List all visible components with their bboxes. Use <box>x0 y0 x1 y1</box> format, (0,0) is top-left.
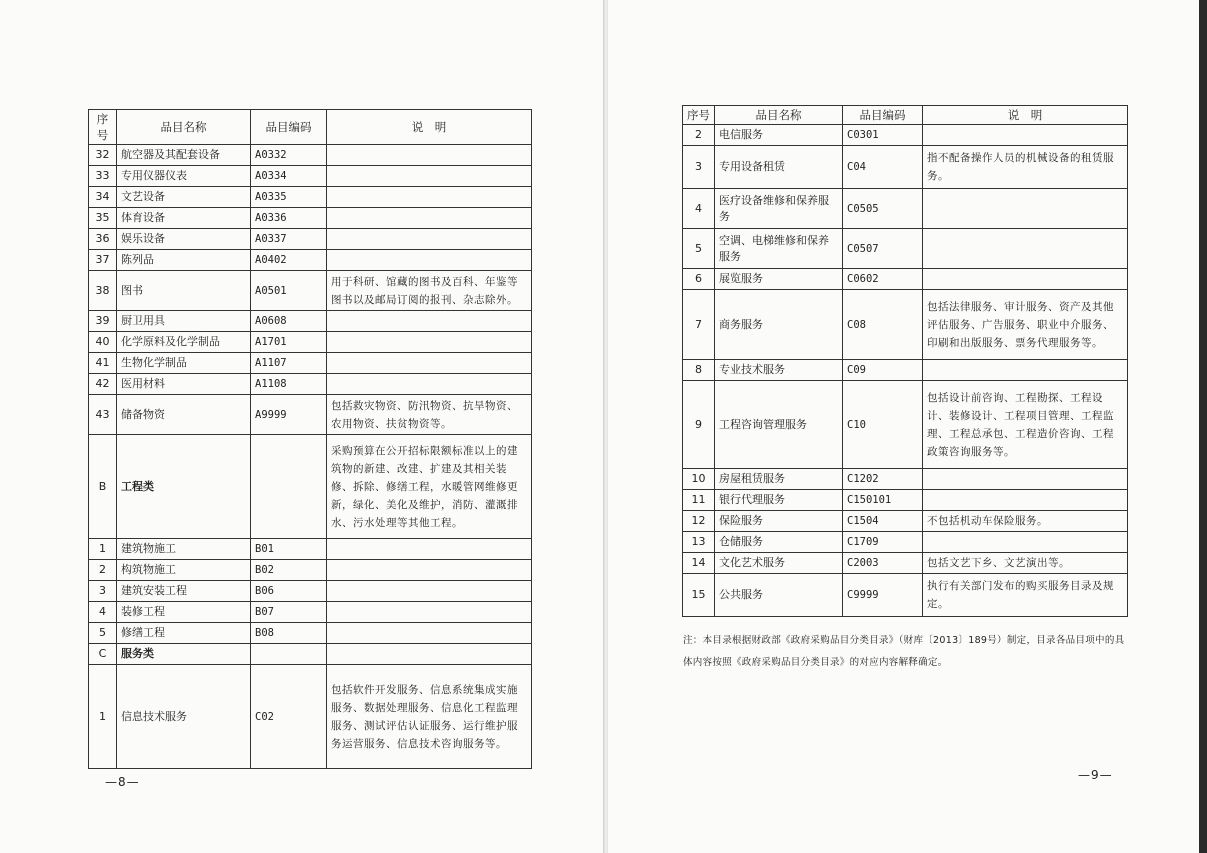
cell-note <box>923 469 1128 490</box>
cell-code: B01 <box>251 539 327 560</box>
cell-name: 医疗设备维修和保养服务 <box>715 189 843 229</box>
table-row <box>683 269 1128 290</box>
table-row <box>89 332 532 353</box>
table-row <box>89 623 532 644</box>
cell-note <box>327 539 532 560</box>
cell-seq: 2 <box>89 560 117 581</box>
cell-name: 陈列品 <box>117 250 251 271</box>
cell-seq: 34 <box>89 187 117 208</box>
cell-code: A0332 <box>251 145 327 166</box>
cell-name: 装修工程 <box>117 602 251 623</box>
cell-name: 图书 <box>117 271 251 311</box>
cell-note <box>327 208 532 229</box>
cell-seq: 13 <box>683 532 715 553</box>
cell-seq: 10 <box>683 469 715 490</box>
cell-name: 公共服务 <box>715 574 843 617</box>
cell-note <box>327 581 532 602</box>
cell-note <box>327 250 532 271</box>
cell-name: 生物化学制品 <box>117 353 251 374</box>
header-code: 品目编码 <box>843 106 923 125</box>
cell-code: C09 <box>843 360 923 381</box>
table-row <box>89 374 532 395</box>
cell-note <box>327 644 532 665</box>
table-row <box>683 490 1128 511</box>
cell-code: C1202 <box>843 469 923 490</box>
table-row <box>89 665 532 769</box>
cell-seq: 36 <box>89 229 117 250</box>
cell-name: 航空器及其配套设备 <box>117 145 251 166</box>
table-row <box>683 532 1128 553</box>
cell-code: B02 <box>251 560 327 581</box>
page-number-left: —8— <box>105 775 140 789</box>
table-row <box>683 553 1128 574</box>
table-row <box>89 166 532 187</box>
cell-note <box>923 189 1128 229</box>
cell-seq: 2 <box>683 125 715 146</box>
cell-note: 包括文艺下乡、文艺演出等。 <box>923 553 1128 574</box>
cell-name: 构筑物施工 <box>117 560 251 581</box>
cell-code: A0402 <box>251 250 327 271</box>
cell-note: 包括救灾物资、防汛物资、抗旱物资、农用物资、扶贫物资等。 <box>327 395 532 435</box>
table-row <box>683 574 1128 617</box>
cell-note <box>327 229 532 250</box>
table-row <box>683 229 1128 269</box>
cell-seq: 14 <box>683 553 715 574</box>
cell-name: 保险服务 <box>715 511 843 532</box>
cell-seq: 8 <box>683 360 715 381</box>
cell-note <box>923 360 1128 381</box>
cell-code: B06 <box>251 581 327 602</box>
cell-name: 厨卫用具 <box>117 311 251 332</box>
cell-name: 专用仪器仪表 <box>117 166 251 187</box>
table-row <box>683 469 1128 490</box>
cell-seq: 5 <box>89 623 117 644</box>
table-row <box>89 602 532 623</box>
cell-code <box>251 644 327 665</box>
cell-seq: 40 <box>89 332 117 353</box>
cell-note <box>923 125 1128 146</box>
cell-seq: 37 <box>89 250 117 271</box>
cell-seq: 39 <box>89 311 117 332</box>
table-row <box>89 581 532 602</box>
table-row <box>683 511 1128 532</box>
cell-seq: 12 <box>683 511 715 532</box>
cell-note <box>327 374 532 395</box>
cell-code: C02 <box>251 665 327 769</box>
table-row <box>89 187 532 208</box>
header-seq: 序号 <box>89 110 117 145</box>
category-row <box>89 644 532 665</box>
cell-name: 储备物资 <box>117 395 251 435</box>
cell-seq: 9 <box>683 381 715 469</box>
table-row <box>89 311 532 332</box>
cell-name: 体育设备 <box>117 208 251 229</box>
header-name: 品目名称 <box>117 110 251 145</box>
cell-code: A1107 <box>251 353 327 374</box>
header-seq: 序号 <box>683 106 715 125</box>
table-row <box>89 229 532 250</box>
cell-note <box>327 187 532 208</box>
cell-seq: 3 <box>683 146 715 189</box>
cell-name: 专用设备租赁 <box>715 146 843 189</box>
page-number-right: —9— <box>1078 768 1113 782</box>
table-row <box>89 250 532 271</box>
cell-seq: B <box>89 435 117 539</box>
catalog-table-left <box>88 109 532 769</box>
cell-note <box>923 532 1128 553</box>
cell-name: 展览服务 <box>715 269 843 290</box>
cell-seq: 35 <box>89 208 117 229</box>
cell-name: 文化艺术服务 <box>715 553 843 574</box>
cell-code: C04 <box>843 146 923 189</box>
cell-code: C2003 <box>843 553 923 574</box>
cell-code: A0337 <box>251 229 327 250</box>
cell-name: 信息技术服务 <box>117 665 251 769</box>
cell-code: B07 <box>251 602 327 623</box>
cell-name: 工程咨询管理服务 <box>715 381 843 469</box>
cell-seq: 38 <box>89 271 117 311</box>
cell-code: A0608 <box>251 311 327 332</box>
cell-code: C0507 <box>843 229 923 269</box>
table-row <box>89 539 532 560</box>
cell-seq: 33 <box>89 166 117 187</box>
cell-note <box>327 311 532 332</box>
cell-code: C10 <box>843 381 923 469</box>
table-row <box>89 145 532 166</box>
header-name: 品目名称 <box>715 106 843 125</box>
table-header-row <box>89 110 532 145</box>
cell-name: 专业技术服务 <box>715 360 843 381</box>
cell-code: C9999 <box>843 574 923 617</box>
table-row <box>683 290 1128 360</box>
cell-name: 银行代理服务 <box>715 490 843 511</box>
cell-name: 工程类 <box>117 435 251 539</box>
category-row <box>89 435 532 539</box>
cell-note <box>923 229 1128 269</box>
table-row <box>683 189 1128 229</box>
table-row <box>89 395 532 435</box>
cell-note <box>327 166 532 187</box>
cell-code <box>251 435 327 539</box>
cell-note: 执行有关部门发布的购买服务目录及规定。 <box>923 574 1128 617</box>
cell-note: 包括法律服务、审计服务、资产及其他评估服务、广告服务、职业中介服务、印刷和出版服务、票务代理服务等。 <box>923 290 1128 360</box>
footnote: 注：本目录根据财政部《政府采购品目分类目录》（财库〔2013〕189号）制定，目录各品目项中的具体内容按照《政府采购品目分类目录》的对应内容解释确定。 <box>683 635 1125 668</box>
cell-name: 娱乐设备 <box>117 229 251 250</box>
cell-code: A0501 <box>251 271 327 311</box>
cell-name: 修缮工程 <box>117 623 251 644</box>
cell-name: 医用材料 <box>117 374 251 395</box>
cell-name: 电信服务 <box>715 125 843 146</box>
cell-code: A0335 <box>251 187 327 208</box>
cell-code: C1709 <box>843 532 923 553</box>
cell-note: 包括软件开发服务、信息系统集成实施服务、数据处理服务、信息化工程监理服务、测试评估认证服务、运行维护服务运营服务、信息技术咨询服务等。 <box>327 665 532 769</box>
table-body-left <box>89 145 532 769</box>
table-row <box>89 208 532 229</box>
cell-seq: 15 <box>683 574 715 617</box>
cell-seq: 7 <box>683 290 715 360</box>
cell-code: C150101 <box>843 490 923 511</box>
cell-note <box>327 332 532 353</box>
cell-seq: 4 <box>683 189 715 229</box>
cell-note <box>327 145 532 166</box>
cell-seq: 43 <box>89 395 117 435</box>
cell-note <box>327 353 532 374</box>
cell-note: 不包括机动车保险服务。 <box>923 511 1128 532</box>
cell-note: 用于科研、馆藏的图书及百科、年鉴等图书以及邮局订阅的报刊、杂志除外。 <box>327 271 532 311</box>
table-row <box>683 125 1128 146</box>
cell-name: 建筑安装工程 <box>117 581 251 602</box>
cell-name: 空调、电梯维修和保养服务 <box>715 229 843 269</box>
cell-note <box>327 560 532 581</box>
cell-code: A9999 <box>251 395 327 435</box>
table-row <box>683 360 1128 381</box>
cell-code: A1701 <box>251 332 327 353</box>
cell-code: C0505 <box>843 189 923 229</box>
header-note: 说 明 <box>923 106 1128 125</box>
cell-note: 采购预算在公开招标限额标准以上的建筑物的新建、改建、扩建及其相关装修、拆除、修缮工程，水暖管网维修更新，绿化、美化及维护，消防、灌溉排水、污水处理等其他工程。 <box>327 435 532 539</box>
cell-seq: 42 <box>89 374 117 395</box>
cell-note <box>923 490 1128 511</box>
cell-seq: 41 <box>89 353 117 374</box>
cell-code: C0301 <box>843 125 923 146</box>
cell-note <box>327 623 532 644</box>
cell-note: 指不配备操作人员的机械设备的租赁服务。 <box>923 146 1128 189</box>
cell-seq: 5 <box>683 229 715 269</box>
table-body-right <box>683 125 1128 617</box>
cell-code: C08 <box>843 290 923 360</box>
table-row <box>683 381 1128 469</box>
cell-seq: C <box>89 644 117 665</box>
cell-name: 商务服务 <box>715 290 843 360</box>
cell-seq: 4 <box>89 602 117 623</box>
table-row <box>89 560 532 581</box>
table-row <box>89 353 532 374</box>
cell-seq: 1 <box>89 665 117 769</box>
cell-seq: 11 <box>683 490 715 511</box>
cell-name: 建筑物施工 <box>117 539 251 560</box>
cell-code: A1108 <box>251 374 327 395</box>
cell-note <box>327 602 532 623</box>
cell-code: C0602 <box>843 269 923 290</box>
header-note: 说 明 <box>327 110 532 145</box>
cell-seq: 1 <box>89 539 117 560</box>
cell-code: C1504 <box>843 511 923 532</box>
table-row <box>89 271 532 311</box>
header-code: 品目编码 <box>251 110 327 145</box>
cell-code: A0336 <box>251 208 327 229</box>
catalog-table-right <box>682 105 1128 617</box>
cell-note <box>923 269 1128 290</box>
cell-name: 服务类 <box>117 644 251 665</box>
table-row <box>683 146 1128 189</box>
table-header-row <box>683 106 1128 125</box>
cell-note: 包括设计前咨询、工程勘探、工程设计、装修设计、工程项目管理、工程监理、工程总承包、工程造价咨询、工程政策咨询服务等。 <box>923 381 1128 469</box>
cell-seq: 6 <box>683 269 715 290</box>
scan-edge <box>1199 0 1207 853</box>
cell-code: B08 <box>251 623 327 644</box>
cell-name: 仓储服务 <box>715 532 843 553</box>
cell-code: A0334 <box>251 166 327 187</box>
cell-name: 房屋租赁服务 <box>715 469 843 490</box>
cell-seq: 32 <box>89 145 117 166</box>
cell-name: 文艺设备 <box>117 187 251 208</box>
cell-seq: 3 <box>89 581 117 602</box>
cell-name: 化学原料及化学制品 <box>117 332 251 353</box>
